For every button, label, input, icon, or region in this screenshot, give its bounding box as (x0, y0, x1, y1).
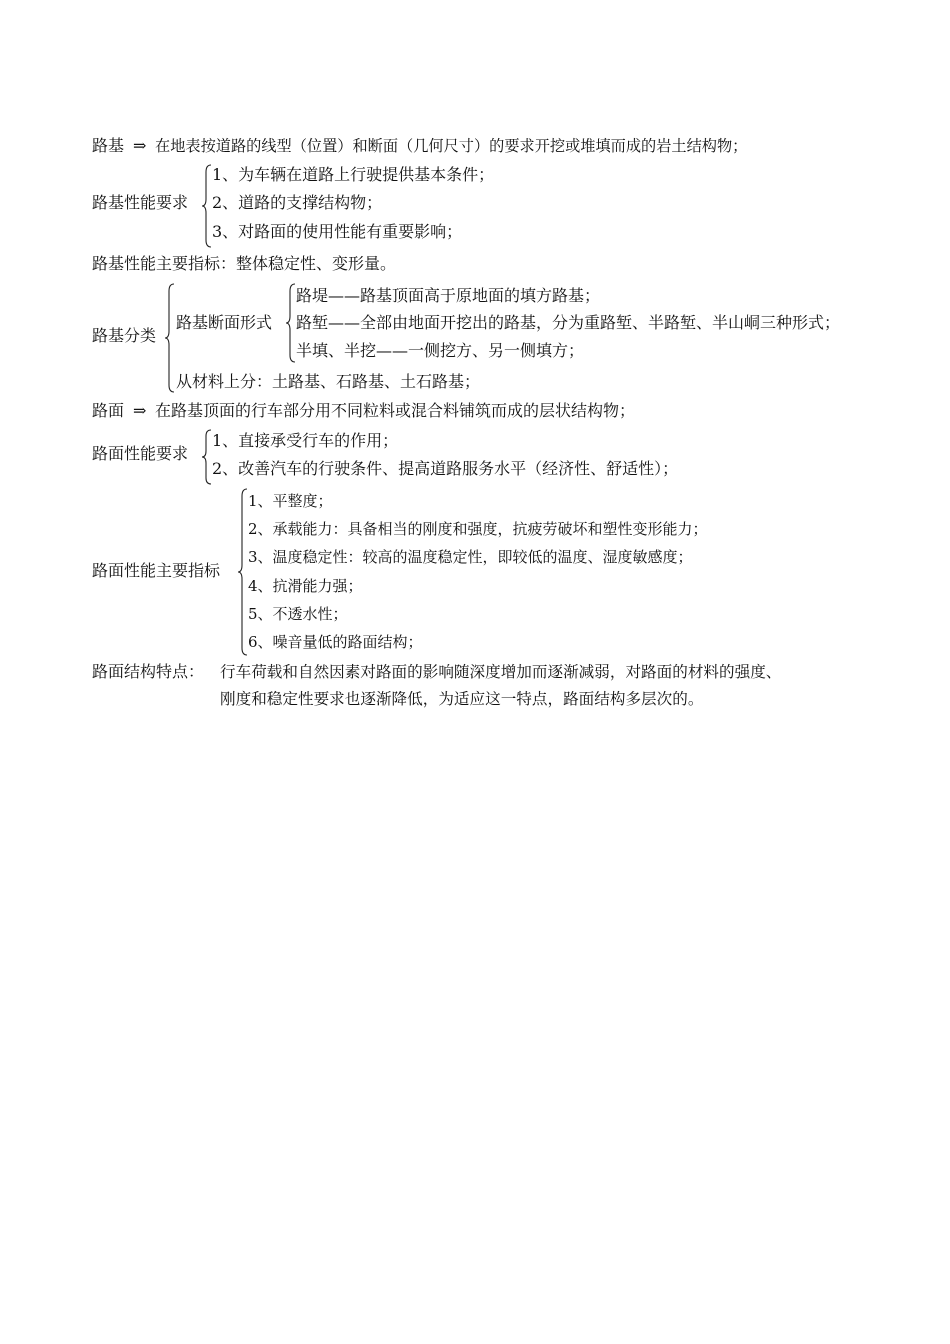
roadbed-term: 路基 (92, 136, 125, 155)
pavement-indicator-item: 3、温度稳定性：较高的温度稳定性，即较低的温度、湿度敏感度； (248, 548, 693, 566)
pavement-requirement-item: 1、直接承受行车的作用； (212, 431, 399, 450)
roadbed-indicators: 路基性能主要指标：整体稳定性、变形量。 (92, 254, 397, 273)
roadbed-requirements-label: 路基性能要求 (92, 193, 189, 212)
pavement-indicator-item: 2、承载能力：具备相当的刚度和强度，抗疲劳破坏和塑性变形能力； (248, 520, 708, 538)
roadbed-classification-label: 路基分类 (92, 326, 157, 345)
pavement-requirements-label: 路面性能要求 (92, 444, 189, 463)
pavement-indicator-item: 4、抗滑能力强； (248, 577, 363, 595)
pavement-term: 路面 (92, 401, 125, 420)
roadbed-requirement-item: 1、为车辆在道路上行驶提供基本条件； (212, 165, 495, 184)
implies-arrow-icon: ⇒ (133, 401, 147, 420)
pavement-definition: 在路基顶面的行车部分用不同粒料或混合料铺筑而成的层状结构物； (155, 401, 636, 420)
pavement-requirement-item: 2、改善汽车的行驶条件、提高道路服务水平（经济性、舒适性）； (212, 459, 679, 478)
pavement-indicator-item: 1、平整度； (248, 492, 333, 510)
pavement-indicator-item: 5、不透水性； (248, 605, 348, 623)
pavement-structure-line: 行车荷载和自然因素对路面的影响随深度增加而逐渐减弱，对路面的材料的强度、 (220, 663, 782, 681)
implies-arrow-icon: ⇒ (133, 136, 147, 155)
pavement-indicator-item: 6、噪音量低的路面结构； (248, 633, 423, 651)
pavement-structure-label: 路面结构特点： (92, 662, 205, 681)
roadbed-definition: 在地表按道路的线型（位置）和断面（几何尺寸）的要求开挖或堆填而成的岩土结构物； (155, 137, 748, 155)
section-form-label: 路基断面形式 (176, 313, 273, 332)
section-form-item: 路堑——全部由地面开挖出的路基，分为重路堑、半路堑、半山峒三种形式； (296, 313, 841, 332)
material-classification: 从材料上分：土路基、石路基、土石路基； (176, 372, 481, 391)
roadbed-requirement-item: 3、对路面的使用性能有重要影响； (212, 222, 463, 241)
section-form-item: 半填、半挖——一侧挖方、另一侧填方； (296, 341, 585, 360)
pavement-structure-line: 刚度和稳定性要求也逐渐降低，为适应这一特点，路面结构多层次的。 (220, 690, 704, 708)
pavement-indicators-label: 路面性能主要指标 (92, 561, 221, 580)
left-brace-icon (164, 283, 176, 393)
section-form-item: 路堤——路基顶面高于原地面的填方路基； (296, 286, 601, 305)
roadbed-requirement-item: 2、道路的支撑结构物； (212, 193, 383, 212)
